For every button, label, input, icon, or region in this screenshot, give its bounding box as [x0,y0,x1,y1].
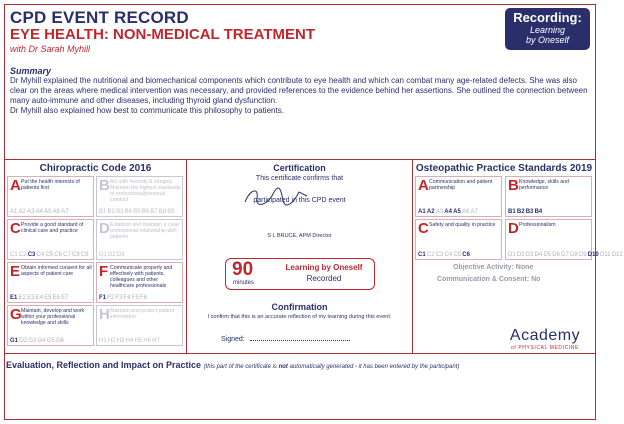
standard-description: Maintain, develop and work within your professional knowledge and skills [21,308,85,326]
evaluation-heading [6,360,459,370]
standard-codes [10,338,65,344]
learning-type: Learning by Oneself [285,263,363,272]
standard-letter: B [99,177,110,194]
standard-code: H7 [152,338,160,344]
standard-code: D2 [107,252,116,258]
signature-image [237,184,317,210]
standard-code: C4 [444,252,453,258]
cert-line-1: This certificate confirms that [255,175,344,182]
standard-code: A7 [61,209,69,215]
certification-panel [187,159,412,354]
confirmation-title: Confirmation [271,302,328,312]
standard-code: C6 [54,252,62,258]
standard-code: D11 [599,252,611,258]
standard-code: B3 [116,209,124,215]
standard-code: C1 [10,252,18,258]
standard-code: C3 [27,252,36,258]
standard-code: B4 [124,209,132,215]
osteo-standard-c [415,219,502,260]
recording-label: Recording: [513,10,582,25]
standard-code: A3 [27,209,35,215]
standard-code: G2 [19,338,28,344]
standard-description: Obtain informed consent for all aspects of patient care [21,265,92,277]
standard-code: A6 [461,209,470,215]
summary-paragraph-1: Dr Myhill explained the nutritional and biomechanical components which contribute to eye health and which can combat many age-related defects. She was also clear on the areas where medical intervention was necessary, and provided references to the evidence behind her assertions. She outlined the connection between many auto-immune and other diseases, including thyroid gland dysfunction. [10,76,588,105]
signature-line [250,340,350,341]
certification-title: Certification [273,163,326,173]
standard-description: Communication and patient partnership [429,179,493,191]
standard-code: H3 [116,338,125,344]
standard-description: Provide a good standard of clinical care and practice [21,222,84,234]
chiro-standard-g [7,305,94,346]
standard-code: A4 [35,209,43,215]
standard-code: F4 [123,295,131,301]
standard-letter: B [508,177,519,194]
standard-code: B7 [150,209,158,215]
standard-code: C3 [435,252,444,258]
standard-codes [10,295,70,301]
chiro-standard-b [96,176,183,217]
standard-code: H4 [125,338,134,344]
standard-codes [508,252,624,258]
recording-type-2: by Oneself [525,35,570,45]
standard-code: D10 [587,252,599,258]
chiro-standard-f [96,262,183,303]
standard-code: A5 [453,209,461,215]
standard-code: B1 [508,209,516,215]
standard-letter: G [10,306,22,323]
standard-code: B5 [133,209,141,215]
standard-code: A6 [52,209,60,215]
standard-letter: D [99,220,110,237]
standard-code: A7 [470,209,478,215]
standard-description: Act with honesty & integrity. Maintain the highest standards of professional/personal conduct [110,179,181,203]
standard-letter: C [10,220,21,237]
standard-code: C2 [426,252,435,258]
standard-code: G6 [56,338,65,344]
objective-label: Objective Activity: [453,264,514,271]
standard-codes [10,209,70,215]
standard-code: F5 [131,295,139,301]
standard-codes [99,209,176,215]
signatory: S L BRUCE, APM Director [267,233,332,239]
page-title: CPD EVENT RECORD [10,8,189,27]
standard-code: C5 [453,252,462,258]
osteo-standard-d [505,219,623,260]
standard-code: E6 [52,295,60,301]
summary-paragraph-2: Dr Myhill also explained how best to communicate this philosophy to patients. [10,106,284,115]
standard-code: C5 [45,252,54,258]
standard-code: D3 [116,252,125,258]
chiro-standard-d [96,219,183,260]
standard-code: H6 [143,338,151,344]
standard-code: B4 [534,209,543,215]
osteopathic-title: Osteopathic Practice Standards 2019 [415,163,593,174]
summary [10,66,592,116]
standard-code: D9 [578,252,587,258]
standard-description: Put the health interests of patients first [21,179,80,191]
duration-label: minutes [233,280,255,286]
logo-sub: of PHYSICAL MEDICINE [511,345,579,351]
standard-codes [99,295,148,301]
standard-code: H1 [99,338,107,344]
standard-codes [508,209,543,215]
chiropractic-panel [4,159,187,354]
standard-code: C2 [18,252,27,258]
osteo-standard-b [505,176,592,217]
standard-code: B1 [99,209,107,215]
chiro-standard-e [7,262,94,303]
standard-code: A1 [10,209,18,215]
duration-minutes: 90 [232,259,254,280]
objective-value: None [515,264,534,271]
event-title: EYE HEALTH: NON-MEDICAL TREATMENT [10,26,315,43]
standard-code: A1 [418,209,426,215]
standard-code: B2 [516,209,525,215]
standard-code: C7 [63,252,71,258]
recording-badge [505,8,590,50]
presenter: with Dr Sarah Myhill [10,44,91,54]
recorded-label: Recorded [306,274,342,283]
confirmation-text: I confirm that this is an accurate reflection of my learning during this event. [207,314,392,320]
standard-code: D6 [552,252,560,258]
standard-code: C8 [72,252,80,258]
chiro-standard-h [96,305,183,346]
standard-code: A2 [18,209,26,215]
standard-description: Professionalism [519,222,556,228]
standard-code: E5 [44,295,52,301]
standard-code: F3 [115,295,123,301]
standard-description: Establish and maintain a clear professional relationship with patients [110,222,180,240]
standard-code: C9 [80,252,89,258]
standard-code: E1 [10,295,18,301]
standard-code: G4 [37,338,46,344]
logo-main: Academy [509,327,581,344]
standard-code: D1 [508,252,516,258]
standard-code: D8 [570,252,578,258]
standard-code: C1 [418,252,426,258]
duration-box [225,258,375,290]
osteopathic-panel [412,159,623,354]
osteo-standard-a [415,176,502,217]
academy-logo [505,327,585,351]
standard-letter: C [418,220,429,237]
recording-type-1: Learning [529,25,566,35]
standard-letter: A [10,177,21,194]
standard-code: D4 [534,252,543,258]
communication-consent [437,276,540,283]
standard-code: F1 [99,295,107,301]
chiropractic-title: Chiropractic Code 2016 [39,163,152,174]
standard-code: A5 [44,209,52,215]
standard-letter: F [99,263,109,280]
standard-code: C4 [36,252,45,258]
standard-code: E4 [35,295,43,301]
standard-codes [10,252,90,258]
standard-code: A4 [444,209,452,215]
standard-description: Maintain and protect patient information [110,308,175,320]
standard-code: H2 [107,338,116,344]
chiro-standard-c [7,219,94,260]
standard-letter: H [99,306,110,323]
standard-code: E2 [18,295,26,301]
standard-code: D5 [543,252,552,258]
comm-value: No [531,276,541,283]
note-post: automatically generated - it has been entered by the participant) [287,364,460,370]
standard-code: D3 [525,252,534,258]
standard-code: G1 [10,338,19,344]
standard-code: B9 [167,209,175,215]
standard-description: Knowledge, skills and performance [519,179,569,191]
standard-code: E3 [27,295,35,301]
chiro-standard-a [7,176,94,217]
standard-description: Communicate properly and effectively with patients, colleagues and other healthcare professionals [110,265,173,289]
standard-code: B2 [107,209,115,215]
standard-code: D12 [611,252,623,258]
standard-code: B8 [158,209,167,215]
standard-description: Safety and quality in practice [429,222,496,228]
objective-activity [453,264,533,271]
standard-code: B3 [525,209,534,215]
evaluation-title: Evaluation, Reflection and Impact on Practice [6,360,202,370]
cert-line-2: participated in this CPD event [253,197,346,204]
standard-letter: D [508,220,519,237]
standard-code: C6 [462,252,470,258]
standard-letter: A [418,177,429,194]
standard-code: D2 [516,252,525,258]
standard-code: H5 [134,338,143,344]
note-pre: (this part of the certificate is [203,364,279,370]
standard-letter: E [10,263,21,280]
standard-code: E7 [61,295,69,301]
comm-label: Communication & Consent: [437,276,530,283]
standard-code: D1 [99,252,107,258]
standard-code: F6 [140,295,148,301]
standard-code: F2 [107,295,115,301]
standard-codes [99,338,161,344]
standard-code: G3 [28,338,37,344]
note-not: not [278,364,288,370]
standard-codes [418,209,479,215]
standard-code: A3 [435,209,444,215]
standard-code: A2 [426,209,435,215]
standard-code: D7 [561,252,569,258]
evaluation-note [204,364,460,370]
signed-text: Signed: [221,336,245,343]
standard-codes [418,252,471,258]
standard-codes [99,252,126,258]
summary-title: Summary [10,66,52,76]
standard-code: B6 [141,209,149,215]
standard-code: G5 [46,338,55,344]
